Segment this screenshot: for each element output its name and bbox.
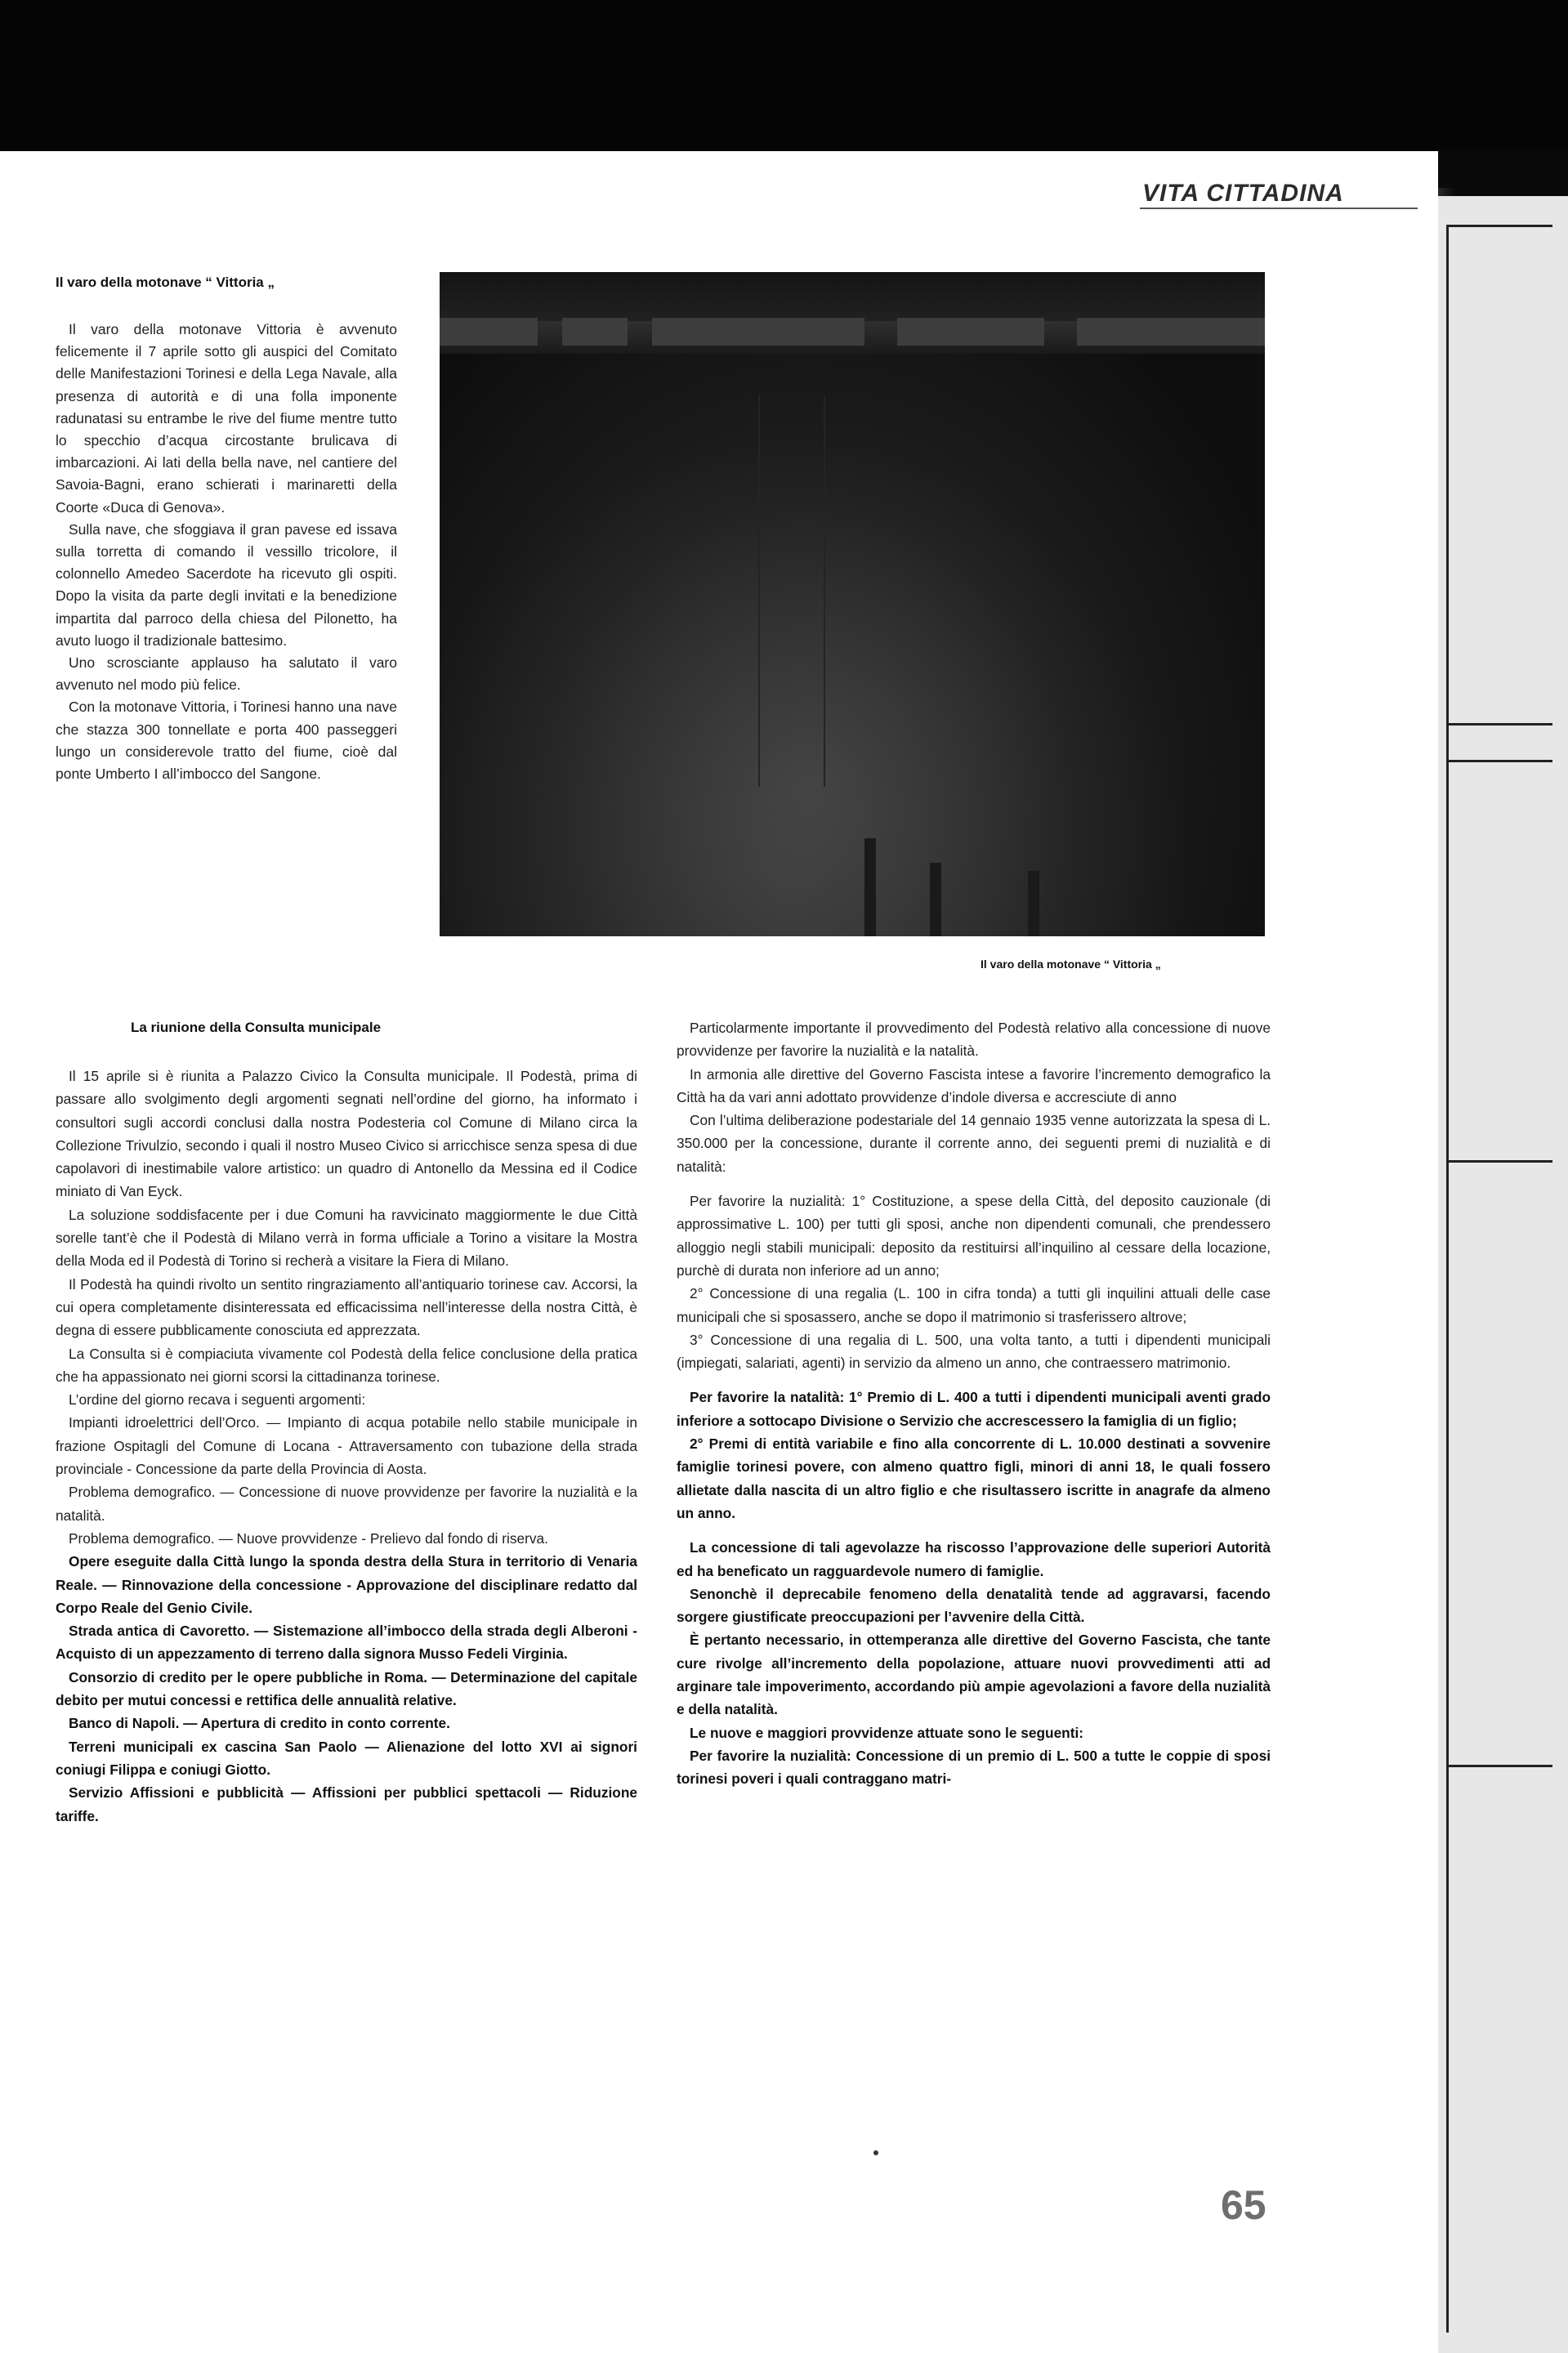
article2-paragraph: Opere eseguite dalla Città lungo la sponda destra della Stura in territorio di Venaria Reale. — Rinnovazione della concessione - Approvazione del disciplinare redatto dal Corpo Reale del Genio Civile. (56, 1553, 637, 1616)
article1-body (56, 319, 397, 785)
article2-paragraph: Particolarmente importante il provvedimento del Podestà relativo alla concessione di nuove provvidenze per favorire la nuzialità e la natalità. (677, 1020, 1271, 1060)
article1-paragraph: Con la motonave Vittoria, i Torinesi hanno una nave che stazza 300 tonnellate e porta 400 passeggeri lungo un considerevole tratto del fiume, cioè dal ponte Umberto I all’imbocco del Sangone. (56, 699, 397, 783)
article2-paragraph: Le nuove e maggiori provvidenze attuate sono le seguenti: (690, 1724, 1084, 1741)
article2-paragraph: 3° Concessione di una regalia di L. 500, una volta tanto, a tutti i dipendenti municipali (impiegati, salariati, agenti) in servizio da almeno un anno, che contraessero matrimonio. (677, 1331, 1271, 1372)
article2-paragraph: Servizio Affissioni e pubblicità — Affissioni per pubblici spettacoli — Riduzione tariffe. (56, 1784, 637, 1824)
article2-paragraph: Banco di Napoli. — Apertura di credito in conto corrente. (69, 1715, 450, 1732)
article2-paragraph: Con l’ultima deliberazione podestariale del 14 gennaio 1935 venne autorizzata la spesa di L. 350.000 per la concessione, durante il corrente anno, dei seguenti premi di nuzialità e di natalità: (677, 1112, 1271, 1175)
scan-border-top (0, 0, 1568, 151)
photo-caption: Il varo della motonave “ Vittoria „ (981, 958, 1161, 971)
article2-paragraph: Problema demografico. — Concessione di nuove provvidenze per favorire la nuzialità e la natalità. (56, 1484, 637, 1524)
article2-paragraph: 2° Premi di entità variabile e fino alla concorrente di L. 10.000 destinati a sovvenire famiglie torinesi povere, con almeno quattro figli, minori di anni 18, le quali fossero allietate dalla nascita di un altro figlio e che risultassero iscritte in anagrafe da almeno un anno. (677, 1435, 1271, 1521)
article2-paragraph: Per favorire la nuzialità: Concessione di un premio di L. 500 a tutte le coppie di sposi torinesi poveri i quali contraggano matri- (677, 1747, 1271, 1788)
ink-dot (873, 2150, 878, 2155)
article2-paragraph: Per favorire la nuzialità: 1° Costituzione, a spese della Città, del deposito cauzionale (di approssimative L. 100) per tutti gli sposi, anche non dipendenti comunali, che prendessero alloggio negli stabili municipali: deposito da restituirsi all’inquilino al cessare della locazione, purchè di durata non inferiore ad un anno; (677, 1193, 1271, 1279)
article2-paragraph: Impianti idroelettrici dell’Orco. — Impianto di acqua potabile nello stabile municipale in frazione Ospitagli del Comune di Locana - Attraversamento con tubazione della strada provinciale - Concessione da parte della Provincia di Aosta. (56, 1414, 637, 1478)
article2-paragraph: La concessione di tali agevolazze ha riscosso l’approvazione delle superiori Autorità ed ha beneficato un ragguardevole numero di famiglie. (677, 1539, 1271, 1579)
section-title: VITA CITTADINA (1142, 180, 1344, 207)
article1-paragraph: Sulla nave, che sfoggiava il gran pavese ed issava sulla torretta di comando il vessillo tricolore, il colonnello Amedeo Sacerdote ha ricevuto gli ospiti. Dopo la visita da parte degli invitati e la benedizione impartita dal parroco della chiesa del Pilonetto, ha avuto luogo il tradizionale battesimo. (56, 520, 397, 649)
article2-paragraph: Problema demografico. — Nuove provvidenze - Prelievo dal fondo di riserva. (69, 1529, 548, 1547)
article2-paragraph: 2° Concessione di una regalia (L. 100 in cifra tonda) a tutti gli inquilini attuali delle case municipali che si sposassero, anche se dopo il matrimonio si trasferissero altrove; (677, 1285, 1271, 1325)
article2-paragraph: Per favorire la natalità: 1° Premio di L. 400 a tutti i dipendenti municipali aventi grado inferiore a sottocapo Divisione o Servizio che accrescessero la famiglia di un figlio; (677, 1389, 1271, 1429)
article2-paragraph: Consorzio di credito per le opere pubbliche in Roma. — Determinazione del capitale debito per mutui concessi e rettifica delle annualità relative. (56, 1668, 637, 1709)
article2-right-column (677, 1016, 1271, 1791)
page-number: 65 (1221, 2182, 1266, 2228)
article2-paragraph: È pertanto necessario, in ottemperanza alle direttive del Governo Fascista, che tante cure rivolge all’incremento della popolazione, attuare nuovi provvedimenti atti ad arginare tale impoverimento, accordando più ampie agevolazioni a favore della nuzialità e della natalità. (677, 1632, 1271, 1718)
article2-paragraph: Il 15 aprile si è riunita a Palazzo Civico la Consulta municipale. Il Podestà, prima di passare allo svolgimento degli argomenti segnati nell’ordine del giorno, ha informato i consultori sugli accordi conclusi dalla nostra Podesteria col Comune di Milano circa la Collezione Trivulzio, secondo i quali il nostro Museo Civico si arricchisce senza spesa di due capolavori di inestimabile valore artistico: un quadro di Antonello da Messina ed il Codice miniato di Van Eyck. (56, 1068, 637, 1200)
article2-paragraph: La soluzione soddisfacente per i due Comuni ha ravvicinato maggiormente le due Città sorelle tant’è che il Podestà di Milano verrà in forma ufficiale a Torino a visitare la Mostra della Moda ed il Podestà di Torino si recherà a visitare la Fiera di Milano. (56, 1206, 637, 1270)
article2-paragraph: Strada antica di Cavoretto. — Sistemazione all’imbocco della strada degli Alberoni - Acquisto di un appezzamento di terreno dalla signora Musso Fedeli Virginia. (56, 1623, 637, 1663)
article2-paragraph: L’ordine del giorno recava i seguenti argomenti: (69, 1391, 366, 1409)
article1-paragraph: Uno scrosciante applauso ha salutato il varo avvenuto nel modo più felice. (56, 654, 397, 694)
article2-left-column (56, 1065, 637, 1828)
motonave-photo (440, 272, 1265, 936)
adjacent-page-edge (1438, 196, 1568, 2353)
article2-paragraph: Il Podestà ha quindi rivolto un sentito ringraziamento all’antiquario torinese cav. Accorsi, la cui opera completamente disinteressata ed efficacissima nell’interesse della nostra Città, è degna di essere pubblicamente conosciuta ed apprezzata. (56, 1275, 637, 1339)
article2-paragraph: In armonia alle direttive del Governo Fascista intese a favorire l’incremento demografico la Città ha da vari anni adottato provvidenze d’indole diversa e accresciute di anno (677, 1065, 1271, 1105)
article2-paragraph: Terreni municipali ex cascina San Paolo — Alienazione del lotto XVI ai signori coniugi Filippa e coniugi Giotto. (56, 1738, 637, 1778)
article1-paragraph: Il varo della motonave Vittoria è avvenuto felicemente il 7 aprile sotto gli auspici del Comitato delle Manifestazioni Torinesi e della Lega Navale, alla presenza di autorità e di una folla imponente radunatasi su entrambe le rive del fiume mentre tutto lo specchio d’acqua circostante brulicava di imbarcazioni. Ai lati della bella nave, nel cantiere del Savoia-Bagni, erano schierati i marinaretti della Coorte «Duca di Genova». (56, 321, 397, 516)
header-rule (1140, 208, 1418, 209)
article2-title: La riunione della Consulta municipale (131, 1020, 382, 1035)
article1-title: Il varo della motonave “ Vittoria „ (56, 275, 275, 290)
article2-paragraph: La Consulta si è compiaciuta vivamente col Podestà della felice conclusione della pratica che ha appassionato nei giorni scorsi la cittadinanza torinese. (56, 1345, 637, 1385)
article2-paragraph: Senonchè il deprecabile fenomeno della denatalità tende ad aggravarsi, facendo sorgere giustificate preoccupazioni per l’avvenire della Città. (677, 1585, 1271, 1626)
